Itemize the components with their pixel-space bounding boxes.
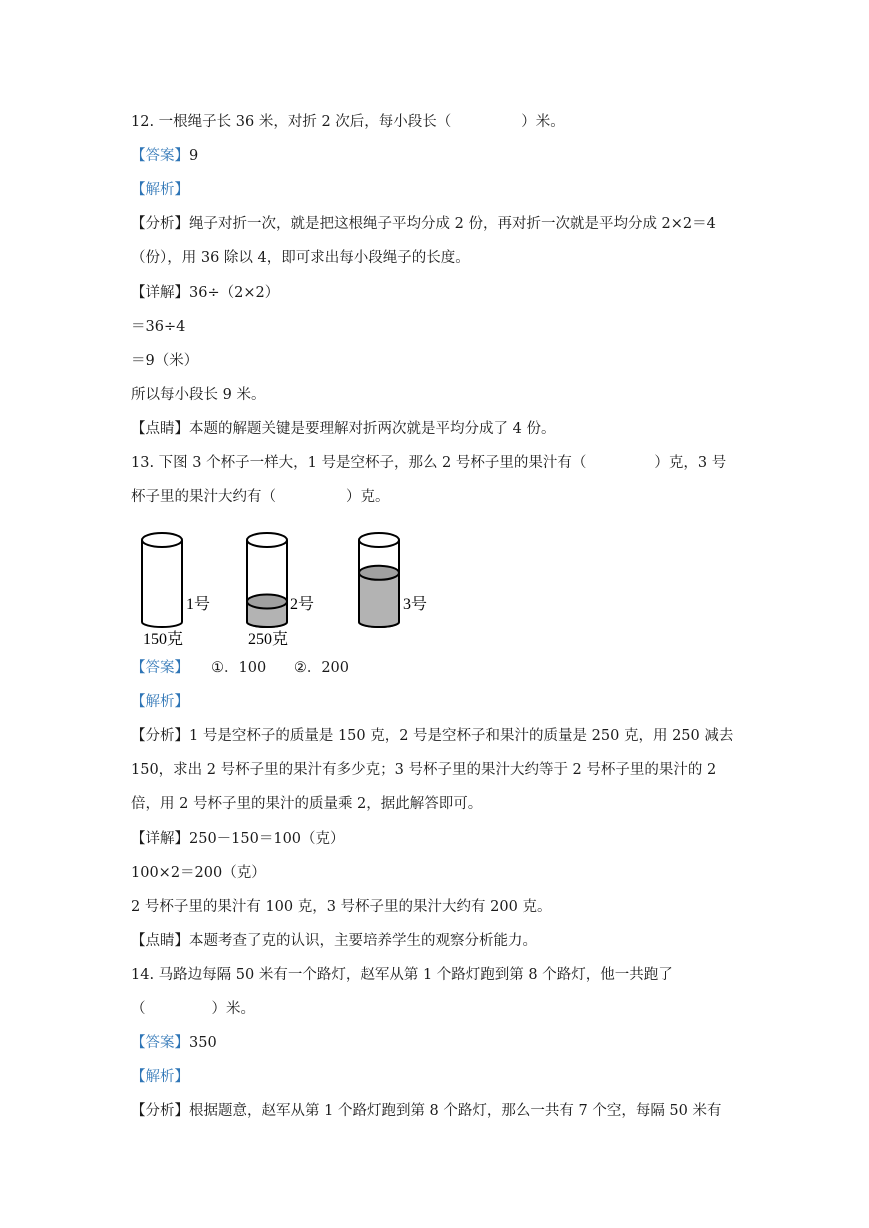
q12-answer-value: 9 xyxy=(189,148,199,164)
q14-analysis-tag: 【解析】 xyxy=(131,1069,189,1085)
q13-question-1 xyxy=(131,453,726,473)
q12-xiangjie-2: ＝36÷4 xyxy=(131,319,186,335)
q12-analysis-tag: 【解析】 xyxy=(131,182,189,198)
q13-xiangjie-text-1: 250－150＝100（克） xyxy=(189,831,345,847)
q14-question-text-2a: （ xyxy=(131,1001,146,1017)
q14-fenxi-1 xyxy=(131,1101,722,1121)
cup-2 xyxy=(247,533,287,627)
q13-xiangjie-3: 2 号杯子里的果汁有 100 克，3 号杯子里的果汁大约有 200 克。 xyxy=(131,899,552,915)
q12-question-text: 12. 一根绳子长 36 米，对折 2 次后，每小段长（ xyxy=(131,114,452,130)
dianjing-tag: 【点睛】 xyxy=(131,421,189,437)
cup-3-label: 3号 xyxy=(403,596,428,613)
q12-fenxi-1 xyxy=(131,214,716,234)
q14-answer-value: 350 xyxy=(189,1035,217,1051)
q13-dianjing-text: 本题考查了克的认识，主要培养学生的观察分析能力。 xyxy=(189,933,537,949)
cup-3 xyxy=(359,533,399,627)
q12-xiangjie-1 xyxy=(131,283,279,303)
q12-fenxi-text-1: 绳子对折一次，就是把这根绳子平均分成 2 份，再对折一次就是平均分成 2×2＝4 xyxy=(189,216,716,232)
q13-answer xyxy=(131,658,349,678)
q14-question-text-2b: ）米。 xyxy=(211,1001,255,1017)
q12-dianjing-text: 本题的解题关键是要理解对折两次就是平均分成了 4 份。 xyxy=(189,421,556,437)
q12-answer xyxy=(131,146,198,166)
q14-answer xyxy=(131,1033,217,1053)
q13-xiangjie-1 xyxy=(131,829,345,849)
q13-question-text-2a: 杯子里的果汁大约有（ xyxy=(131,489,276,505)
q13-answer-value: ①．100 ②．200 xyxy=(211,660,350,676)
q13-xiangjie-2: 100×2＝200（克） xyxy=(131,865,266,881)
q12-question-end: ）米。 xyxy=(521,114,565,130)
cup-1-weight: 150克 xyxy=(143,631,184,648)
fenxi-tag: 【分析】 xyxy=(131,1103,189,1119)
xiangjie-tag: 【详解】 xyxy=(131,285,189,301)
cup-2-weight: 250克 xyxy=(248,631,289,648)
q13-question-text-2b: ）克。 xyxy=(346,489,390,505)
q13-question-2 xyxy=(131,487,390,507)
answer-tag: 【答案】 xyxy=(131,660,189,676)
q14-question-2 xyxy=(131,999,255,1019)
q13-dianjing xyxy=(131,931,537,951)
cup-1 xyxy=(142,533,182,627)
q12-xiangjie-3: ＝9（米） xyxy=(131,353,199,369)
q12-fenxi-2: （份），用 36 除以 4，即可求出每小段绳子的长度。 xyxy=(131,250,470,266)
cup-3-juice-surface xyxy=(359,566,399,580)
fenxi-tag: 【分析】 xyxy=(131,728,189,744)
q12-xiangjie-text-1: 36÷（2×2） xyxy=(189,285,280,301)
fenxi-tag: 【分析】 xyxy=(131,216,189,232)
q13-fenxi-2: 150，求出 2 号杯子里的果汁有多少克；3 号杯子里的果汁大约等于 2 号杯子里的果汁的 2 xyxy=(131,762,717,778)
cup-2-label: 2号 xyxy=(290,596,315,613)
q13-fenxi-text-1: 1 号是空杯子的质量是 150 克，2 号是空杯子和果汁的质量是 250 克，用 250 减去 xyxy=(189,728,734,744)
q12-question xyxy=(131,112,565,132)
q12-xiangjie-4: 所以每小段长 9 米。 xyxy=(131,387,266,403)
xiangjie-tag: 【详解】 xyxy=(131,831,189,847)
q13-fenxi-3: 倍，用 2 号杯子里的果汁的质量乘 2，据此解答即可。 xyxy=(131,796,483,812)
q13-question-text-1b: ）克，3 号 xyxy=(654,455,727,471)
q14-fenxi-text-1: 根据题意，赵军从第 1 个路灯跑到第 8 个路灯，那么一共有 7 个空，每隔 50 米有 xyxy=(189,1103,722,1119)
cups-figure xyxy=(131,522,441,652)
answer-tag: 【答案】 xyxy=(131,1035,189,1051)
q13-analysis-tag: 【解析】 xyxy=(131,694,189,710)
cup-2-juice-surface xyxy=(247,595,287,609)
cup-1-label: 1号 xyxy=(186,596,211,613)
cup-3-juice xyxy=(359,573,399,627)
dianjing-tag: 【点睛】 xyxy=(131,933,189,949)
q12-dianjing xyxy=(131,419,555,439)
q14-question-1: 14. 马路边每隔 50 米有一个路灯，赵军从第 1 个路灯跑到第 8 个路灯，他一共跑了 xyxy=(131,967,673,983)
q13-fenxi-1 xyxy=(131,726,733,746)
q13-question-text-1a: 13. 下图 3 个杯子一样大，1 号是空杯子，那么 2 号杯子里的果汁有（ xyxy=(131,455,587,471)
answer-tag: 【答案】 xyxy=(131,148,189,164)
